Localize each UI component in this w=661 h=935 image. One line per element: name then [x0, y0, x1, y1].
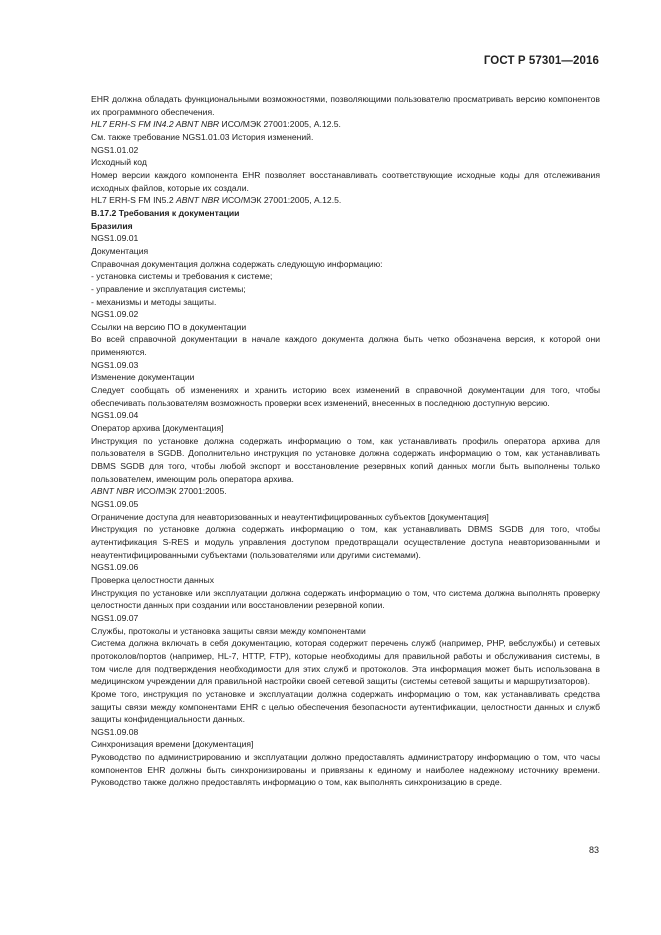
- reference-italic: HL7 ERH-S FM IN4.2 ABNT NBR: [91, 119, 220, 130]
- requirement-code: NGS1.09.05: [91, 499, 139, 509]
- list-item: - управление и эксплуатация системы;: [91, 283, 246, 294]
- document-body: [91, 93, 600, 789]
- paragraph: Инструкция по установке должна содержать информацию о том, как устанавливать профиль оператора архива для пользователя в SGDB. Дополнительно инструкция по установке должна содержать информацию о том, как устанавливать DBMS SGDB для того, чтобы любой экспорт и восстановление резервных копий данных могли быть выполнены только пользователем, имеющим роль оператора архива.: [91, 435, 600, 484]
- reference-line: [91, 194, 600, 207]
- requirement-code: NGS1.09.04: [91, 410, 139, 421]
- paragraph: Система должна включать в себя документацию, которая содержит перечень служб (например, PHP, вебслужбы) и сетевых протоколов/портов (например, HL-7, HTTP, FTP), которые необходимы для правильной работы и обслуживания системы, в том числе для подтверждения необходимости для этих служб и протоколов. Эта информация может быть использована в медицинском учреждении для правильной настройки своей сетевой защиты (системы сетевой защиты и маршрутизаторов).: [91, 638, 600, 687]
- paragraph: Руководство по администрированию и эксплуатации должно предоставлять администратору информацию о том, что часы компонентов EHR должны быть синхронизированы и привязаны к единому и наиболее надежному источнику времени. Руководство также должно предоставлять информацию о том, как выполнять синхронизацию в среде.: [91, 752, 600, 788]
- reference-italic: ABNT NBR: [91, 486, 135, 497]
- paragraph: См. также требование NGS1.01.03 История изменений.: [91, 131, 314, 142]
- requirement-title: Оператор архива [документация]: [91, 423, 224, 434]
- paragraph: Справочная документация должна содержать следующую информацию:: [91, 258, 383, 269]
- country-heading: Бразилия: [91, 220, 133, 231]
- requirement-code: NGS1.09.08: [91, 726, 139, 737]
- reference-rest: ИСО/МЭК 27001:2005.: [134, 486, 227, 497]
- list-item: - установка системы и требования к системе;: [91, 271, 273, 282]
- requirement-title: Документация: [91, 245, 149, 256]
- reference-line: [91, 485, 600, 498]
- requirement-title: Службы, протоколы и установка защиты связи между компонентами: [91, 625, 366, 636]
- requirement-title: Ссылки на версию ПО в документации: [91, 321, 247, 332]
- paragraph: Номер версии каждого компонента EHR позволяет восстанавливать соответствующие исходные коды для отслеживания исходных файлов, которые их создали.: [91, 169, 600, 193]
- requirement-title: Проверка целостности данных: [91, 574, 215, 585]
- requirement-code: NGS1.09.07: [91, 612, 139, 623]
- requirement-title: Изменение документации: [91, 372, 195, 383]
- paragraph: Инструкция по установке должна содержать информацию о том, как устанавливать DBMS SGDB для того, чтобы аутентификация S-RES и модуль управления доступом предотвращали осуществление доступа неавторизованными и неаутентифицированными субъектами (пользователями или другими системами).: [91, 524, 600, 560]
- requirement-title: Ограничение доступа для неавторизованных и неаутентифицированных субъектов [документация]: [91, 511, 489, 522]
- paragraph: EHR должна обладать функциональными возможностями, позволяющими пользователю просматривать версию компонентов их программного обеспечения.: [91, 94, 600, 117]
- requirement-code: NGS1.09.02: [91, 309, 139, 320]
- requirement-title: Исходный код: [91, 157, 147, 168]
- page-number: 83: [588, 845, 599, 855]
- paragraph: Инструкция по установке или эксплуатации должна содержать информацию о том, что система должна выполнять проверку целостности данных при создании или восстановлении резервной копии.: [91, 587, 600, 611]
- reference-rest: ИСО/МЭК 27001:2005, А.12.5.: [219, 195, 342, 206]
- reference-rest: ИСО/МЭК 27001:2005, А.12.5.: [219, 119, 341, 130]
- requirement-code: NGS1.09.03: [91, 359, 139, 370]
- paragraph: Во всей справочной документации в начале каждого документа должна быть четко обозначена версия, к которой они применяются.: [91, 334, 600, 358]
- paragraph: Следует сообщать об изменениях и хранить историю всех изменений в справочной документации для того, чтобы обеспечивать пользователям возможность проверки всех изменений, внесенных в последнюю доступную версию.: [91, 385, 600, 408]
- paragraph: Кроме того, инструкция по установке и эксплуатации должна содержать информацию о том, как устанавливать средства защиты связи между компонентами EHR с целью обеспечения безопасности аутентификации, целостности данных и служб защиты конфиденциальности данных.: [91, 688, 600, 725]
- reference-italic: ABNT NBR: [176, 195, 220, 206]
- section-heading: В.17.2 Требования к документации: [91, 207, 240, 218]
- requirement-code: NGS1.01.02: [91, 144, 139, 155]
- document-header: ГОСТ Р 57301—2016: [483, 55, 599, 67]
- reference-line: [91, 118, 600, 131]
- requirement-title: Синхронизация времени [документация]: [91, 739, 254, 750]
- reference-prefix: HL7 ERH-S FM IN5.2: [91, 195, 177, 206]
- requirement-code: NGS1.09.01: [91, 233, 139, 244]
- list-item: - механизмы и методы защиты.: [91, 296, 217, 307]
- requirement-code: NGS1.09.06: [91, 562, 139, 573]
